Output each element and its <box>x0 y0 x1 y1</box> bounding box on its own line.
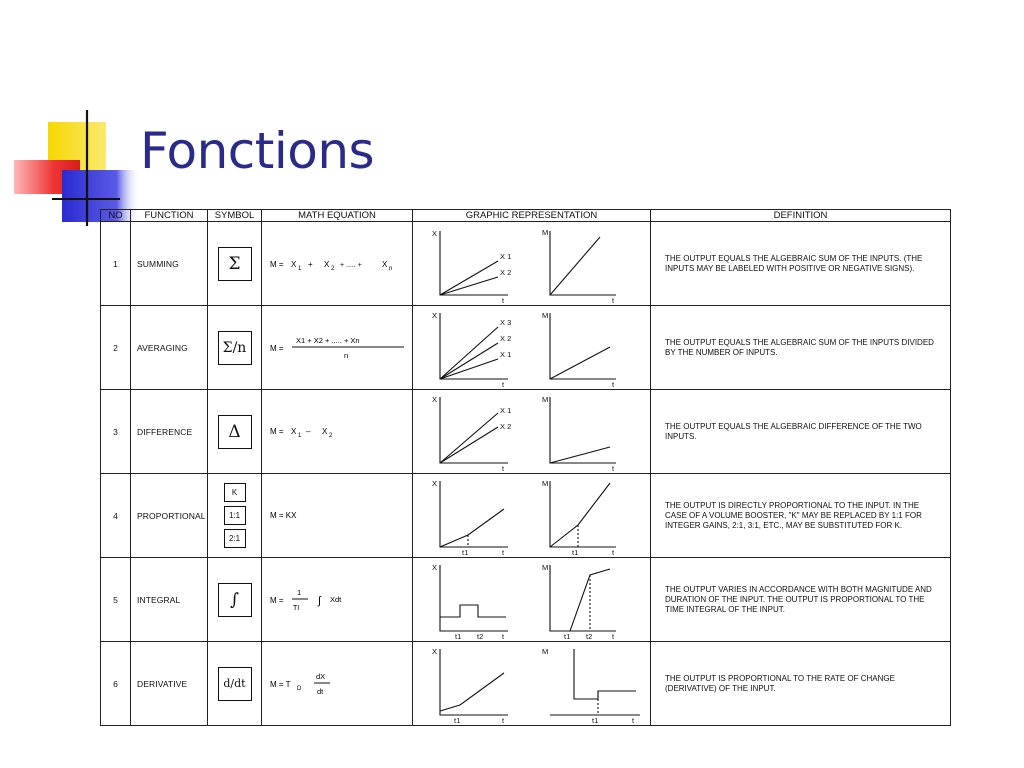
header-symbol: SYMBOL <box>208 210 262 222</box>
svg-text:M =: M = <box>270 259 284 269</box>
svg-text:t: t <box>501 631 504 641</box>
svg-text:∫: ∫ <box>318 594 322 607</box>
svg-text:t2: t2 <box>476 631 483 641</box>
svg-text:X 1: X 1 <box>499 251 511 261</box>
svg-text:t1: t1 <box>563 631 570 641</box>
definition-cell: THE OUTPUT VARIES IN ACCORDANCE WITH BOTH MAGNITUDE AND DURATION OF THE INPUT. THE OUTPUT IS PROPORTIONAL TO THE TIME INTEGRAL OF THE INPUT. <box>651 558 951 642</box>
svg-text:t: t <box>501 295 504 305</box>
header-definition: DEFINITION <box>651 210 951 222</box>
header-math-equation: MATH EQUATION <box>262 210 413 222</box>
graph-cell <box>413 474 651 558</box>
graph-cell <box>413 390 651 474</box>
svg-text:dX: dX <box>316 671 326 681</box>
symbol-cell <box>208 474 262 558</box>
svg-text:+: + <box>308 259 313 269</box>
svg-text:t: t <box>501 547 504 557</box>
svg-text:X: X <box>291 259 297 269</box>
svg-text:t1: t1 <box>461 547 468 557</box>
equation-averaging <box>264 331 410 365</box>
sigma-symbol: Σ <box>218 247 252 281</box>
graph-cell <box>413 306 651 390</box>
svg-text:Xdt: Xdt <box>330 594 342 604</box>
svg-text:X: X <box>431 310 437 320</box>
svg-text:D: D <box>297 685 302 692</box>
svg-text:M =: M = <box>270 426 284 436</box>
equation-difference <box>264 417 410 447</box>
svg-text:t: t <box>611 463 614 473</box>
equation-derivative <box>264 667 410 701</box>
svg-text:TI: TI <box>293 604 300 612</box>
definition-cell: THE OUTPUT EQUALS THE ALGEBRAIC DIFFERENCE OF THE TWO INPUTS. <box>651 390 951 474</box>
ratio-1-1-symbol: 1:1 <box>224 506 246 525</box>
definition-cell: THE OUTPUT IS DIRECTLY PROPORTIONAL TO THE INPUT. IN THE CASE OF A VOLUME BOOSTER, "K" MAY BE REPLACED BY 1:1 FOR INTEGER GAINS, 2:1, 3:1, ETC., MAY BE SUBSTITUTED FOR K. <box>651 474 951 558</box>
svg-text:M: M <box>541 394 548 404</box>
equation-cell <box>262 222 413 306</box>
svg-text:t1: t1 <box>453 715 460 725</box>
table-row <box>101 558 951 642</box>
equation-cell <box>262 558 413 642</box>
function-name: INTEGRAL <box>131 558 208 642</box>
function-name: AVERAGING <box>131 306 208 390</box>
svg-text:X 2: X 2 <box>499 267 511 277</box>
svg-text:M: M <box>541 478 548 488</box>
svg-text:n: n <box>389 265 393 272</box>
svg-text:t: t <box>631 715 634 725</box>
graph-proportional <box>414 475 650 557</box>
row-number: 2 <box>101 306 131 390</box>
svg-text:M: M <box>541 227 548 237</box>
header-no: NO <box>101 210 131 222</box>
svg-text:t1: t1 <box>454 631 461 641</box>
svg-text:M =: M = <box>270 595 284 605</box>
graph-cell <box>413 222 651 306</box>
svg-text:X: X <box>324 259 330 269</box>
equation-proportional <box>264 501 410 531</box>
svg-text:X: X <box>431 394 437 404</box>
header-function: FUNCTION <box>131 210 208 222</box>
graph-cell <box>413 558 651 642</box>
svg-text:t: t <box>611 631 614 641</box>
functions-table <box>100 209 951 726</box>
svg-text:M: M <box>541 646 548 656</box>
svg-text:X: X <box>431 478 437 488</box>
equation-cell <box>262 306 413 390</box>
definition-cell: THE OUTPUT EQUALS THE ALGEBRAIC SUM OF THE INPUTS DIVIDED BY THE NUMBER OF INPUTS. <box>651 306 951 390</box>
svg-text:+ ..... +: + ..... + <box>340 261 362 269</box>
svg-text:M =: M = <box>270 343 284 353</box>
svg-text:–: – <box>306 426 311 436</box>
equation-cell <box>262 474 413 558</box>
function-name: SUMMING <box>131 222 208 306</box>
symbol-cell <box>208 222 262 306</box>
definition-cell: THE OUTPUT IS PROPORTIONAL TO THE RATE OF CHANGE (DERIVATIVE) OF THE INPUT. <box>651 642 951 726</box>
svg-text:t: t <box>501 463 504 473</box>
svg-text:t: t <box>501 379 504 389</box>
graph-summing <box>414 223 650 305</box>
row-number: 4 <box>101 474 131 558</box>
table-row <box>101 222 951 306</box>
svg-text:X: X <box>322 426 328 436</box>
ratio-2-1-symbol: 2:1 <box>224 529 246 548</box>
graph-averaging <box>414 307 650 389</box>
table-row <box>101 474 951 558</box>
svg-text:1: 1 <box>298 265 302 272</box>
svg-text:dt: dt <box>317 686 324 696</box>
graph-cell <box>413 642 651 726</box>
svg-text:M: M <box>541 562 548 572</box>
function-name: DERIVATIVE <box>131 642 208 726</box>
equation-integral <box>264 583 410 617</box>
svg-text:n: n <box>344 350 349 360</box>
svg-text:M = KX: M = KX <box>270 510 297 520</box>
table-row <box>101 306 951 390</box>
svg-text:X: X <box>382 259 388 269</box>
svg-text:X: X <box>431 562 437 572</box>
svg-text:M = T: M = T <box>270 679 291 689</box>
svg-text:t: t <box>501 715 504 725</box>
equation-cell <box>262 390 413 474</box>
svg-text:M: M <box>541 310 548 320</box>
sigma-over-n-symbol: Σ/n <box>218 331 252 365</box>
definition-cell: THE OUTPUT EQUALS THE ALGEBRAIC SUM OF THE INPUTS. (THE INPUTS MAY BE LABELED WITH POSITIVE OR NEGATIVE SIGNS). <box>651 222 951 306</box>
equation-cell <box>262 642 413 726</box>
svg-text:1: 1 <box>297 587 302 597</box>
svg-text:2: 2 <box>331 265 335 272</box>
symbol-cell <box>208 558 262 642</box>
svg-text:X: X <box>291 426 297 436</box>
svg-text:1: 1 <box>298 432 302 439</box>
function-name: PROPORTIONAL <box>131 474 208 558</box>
svg-text:t: t <box>611 379 614 389</box>
svg-text:t: t <box>611 295 614 305</box>
header-graphic-representation: GRAPHIC REPRESENTATION <box>413 210 651 222</box>
svg-text:t1: t1 <box>591 715 598 725</box>
svg-text:X: X <box>431 228 437 238</box>
svg-text:t: t <box>611 547 614 557</box>
function-name: DIFFERENCE <box>131 390 208 474</box>
svg-text:t2: t2 <box>585 631 592 641</box>
symbol-cell <box>208 642 262 726</box>
svg-text:2: 2 <box>329 432 333 439</box>
svg-text:X: X <box>431 646 437 656</box>
row-number: 1 <box>101 222 131 306</box>
integral-symbol: ∫ <box>218 583 252 617</box>
table-row <box>101 390 951 474</box>
svg-text:X 3: X 3 <box>499 317 511 327</box>
graph-integral <box>414 559 650 641</box>
svg-text:X 1: X 1 <box>499 405 511 415</box>
graph-difference <box>414 391 650 473</box>
symbol-cell <box>208 390 262 474</box>
table-header-row <box>101 210 951 222</box>
delta-symbol: Δ <box>218 415 252 449</box>
title-decoration <box>0 0 1024 240</box>
svg-text:X 1: X 1 <box>499 349 511 359</box>
table-row <box>101 642 951 726</box>
equation-summing <box>264 249 410 279</box>
svg-text:t1: t1 <box>571 547 578 557</box>
row-number: 6 <box>101 642 131 726</box>
derivative-symbol: d/dt <box>218 667 252 701</box>
symbol-cell <box>208 306 262 390</box>
svg-text:X1 + X2 + ..... + Xn: X1 + X2 + ..... + Xn <box>296 335 360 345</box>
k-symbol: K <box>224 483 246 502</box>
slide-title: Fonctions <box>140 122 375 180</box>
graph-derivative <box>414 643 650 725</box>
row-number: 3 <box>101 390 131 474</box>
row-number: 5 <box>101 558 131 642</box>
svg-text:X 2: X 2 <box>499 421 511 431</box>
svg-text:X 2: X 2 <box>499 333 511 343</box>
